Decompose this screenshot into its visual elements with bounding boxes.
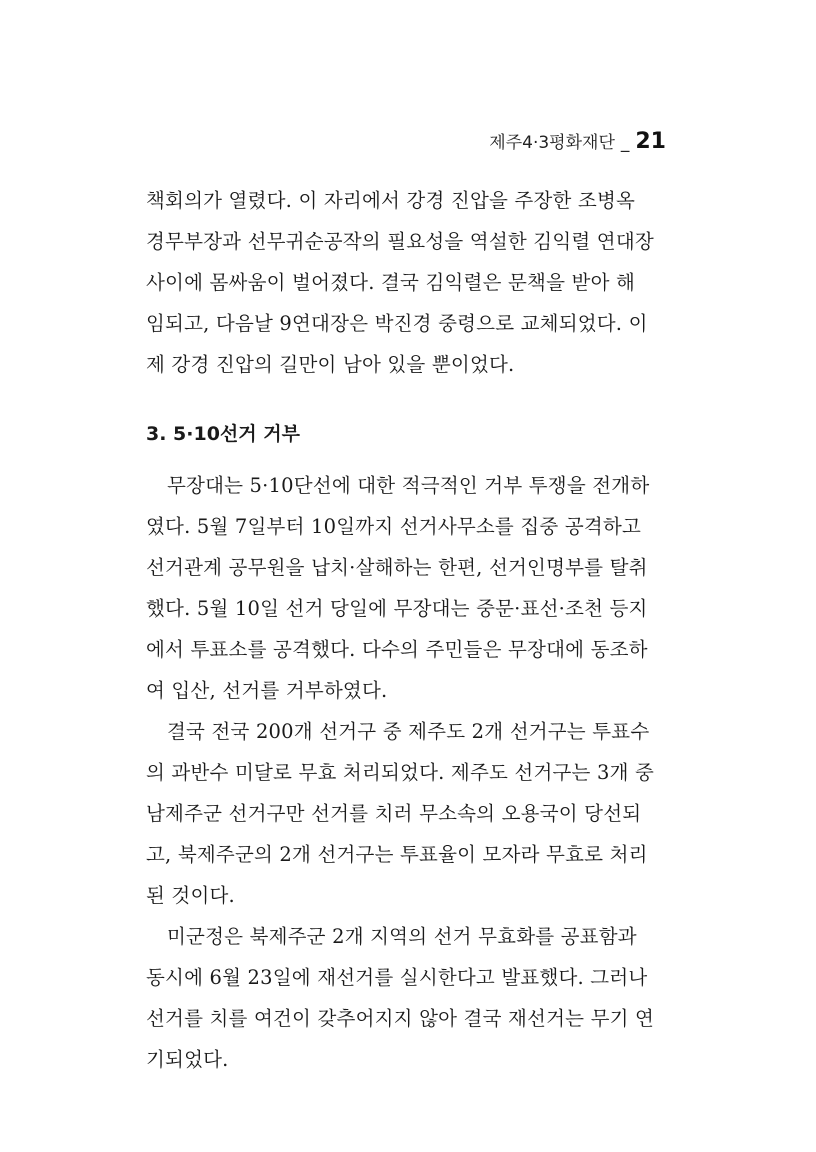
header-separator: _ xyxy=(620,133,630,153)
paragraph-2: 무장대는 5·10단선에 대한 적극적인 거부 투쟁을 전개하 였다. 5월 7일부터 10일까지 선거사무소를 집중 공격하고 선거관계 공무원을 납치·살해하는 한편, 선거인명부를 탈취 했다. 5월 10일 선거 당일에 무장대는 중문·표선·조천 등지 에서 투표소를 공격했다. 다수의 주민들은 무장대에 동조하 여 입산, 선거를 거부하였다. xyxy=(146,474,650,702)
body-text xyxy=(146,180,672,1080)
running-title: 제주4·3평화재단 xyxy=(489,133,615,153)
paragraph-1: 책회의가 열렸다. 이 자리에서 강경 진압을 주장한 조병옥 경무부장과 선무귀순공작의 필요성을 역설한 김익렬 연대장 사이에 몸싸움이 벌어졌다. 결국 김익렬은 문책을 받아 해 임되고, 다음날 9연대장은 박진경 중령으로 교체되었다. 이 제 강경 진압의 길만이 남아 있을 뿐이었다. xyxy=(146,189,654,376)
paragraph-4: 미군정은 북제주군 2개 지역의 선거 무효화를 공표함과 동시에 6월 23일에 재선거를 실시한다고 발표했다. 그러나 선거를 치를 여건이 갖추어지지 않아 결국 재선거는 무기 연 기되었다. xyxy=(146,925,655,1071)
running-header xyxy=(489,128,666,154)
paragraph-3: 결국 전국 200개 선거구 중 제주도 2개 선거구는 투표수 의 과반수 미달로 무효 처리되었다. 제주도 선거구는 3개 중 남제주군 선거구만 선거를 치러 무소속의 오용국이 당선되 고, 북제주군의 2개 선거구는 투표율이 모자라 무효로 처리 된 것이다. xyxy=(146,720,655,907)
section-heading: 3. 5·10선거 거부 xyxy=(146,423,300,445)
page-number: 21 xyxy=(635,129,666,154)
